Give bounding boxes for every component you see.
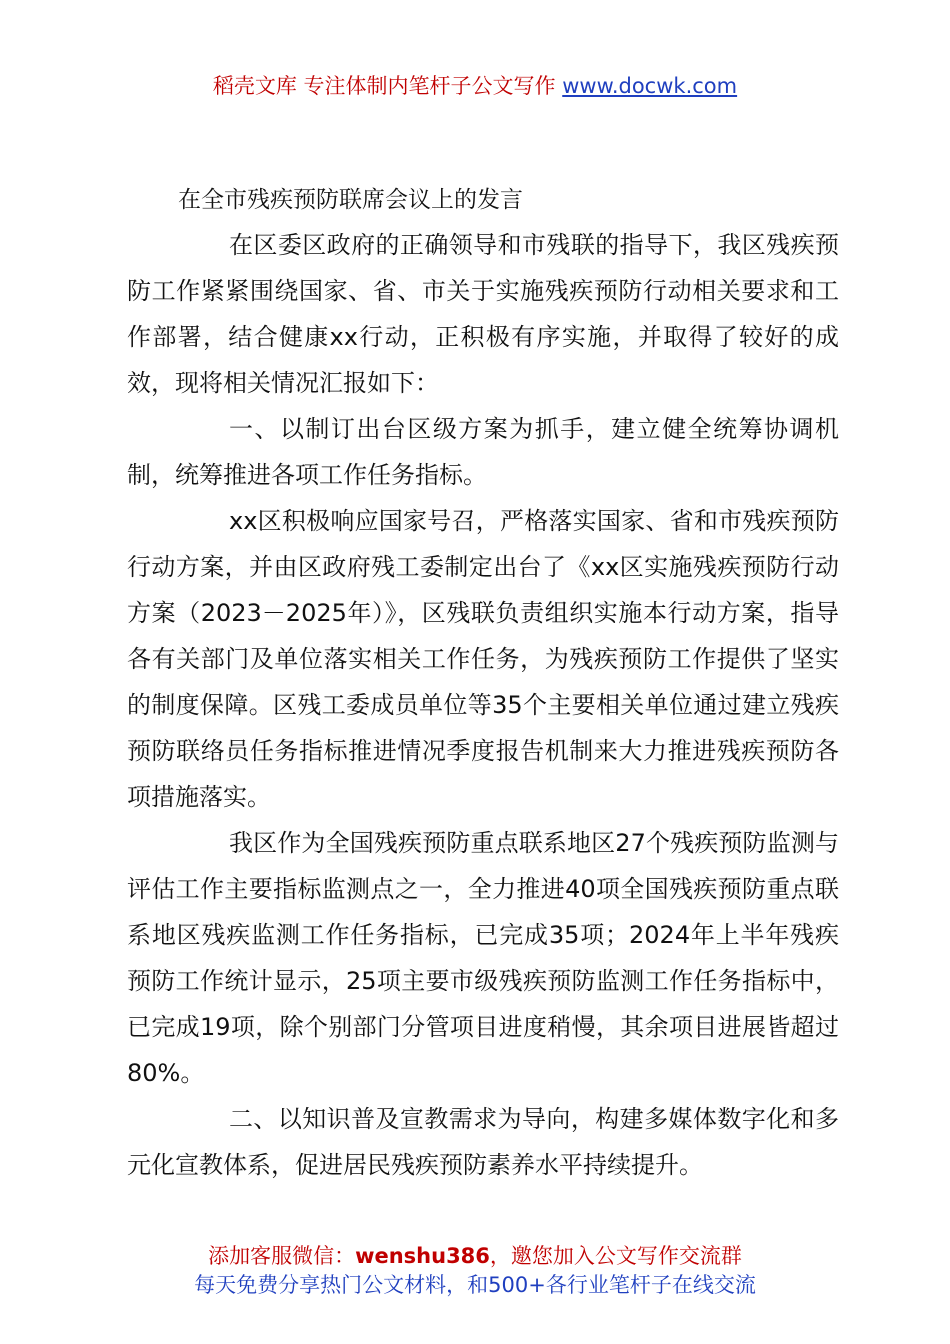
header-link[interactable]: www.docwk.com <box>562 74 738 98</box>
document-title: 在全市残疾预防联席会议上的发言 <box>178 187 523 213</box>
footer-banner <box>0 1242 950 1300</box>
paragraph-plan: xx区积极响应国家号召，严格落实国家、省和市残疾预防行动方案，并由区政府残工委制定出台了《xx区实施残疾预防行动方案（2023－2025年）》，区残联负责组织实施本行动方案，指导各有关部门及单位落实相关工作任务，为残疾预防工作提供了坚实的制度保障。区残工委成员单位等35个主要相关单位通过建立残疾预防联络员任务指标推进情况季度报告机制来大力推进残疾预防各项措施落实。 <box>127 507 839 811</box>
paragraph-heading-1: 一、以制订出台区级方案为抓手，建立健全统筹协调机制，统筹推进各项工作任务指标。 <box>127 415 839 489</box>
header-text: 稻壳文库 专注体制内笔杆子公文写作 <box>212 74 563 98</box>
header-banner <box>0 70 950 100</box>
footer-line-wechat <box>0 1242 950 1271</box>
footer-wechat-suffix: ，邀您加入公文写作交流群 <box>489 1244 742 1268</box>
paragraph-monitoring: 我区作为全国残疾预防重点联系地区27个残疾预防监测与评估工作主要指标监测点之一，全力推进40项全国残疾预防重点联系地区残疾监测工作任务指标，已完成35项；2024年上半年残疾预防工作统计显示，25项主要市级残疾预防监测工作任务指标中，已完成19项，除个别部门分管项目进度稍慢，其余项目进展皆超过80%。 <box>127 829 839 1087</box>
footer-line-share: 每天免费分享热门公文材料，和500+各行业笔杆子在线交流 <box>194 1273 756 1297</box>
paragraph-heading-2: 二、以知识普及宣教需求为导向，构建多媒体数字化和多元化宣教体系，促进居民残疾预防素养水平持续提升。 <box>127 1105 839 1179</box>
footer-wechat-id: wenshu386 <box>355 1244 490 1268</box>
paragraph-intro: 在区委区政府的正确领导和市残联的指导下，我区残疾预防工作紧紧围绕国家、省、市关于实施残疾预防行动相关要求和工作部署，结合健康xx行动，正积极有序实施，并取得了较好的成效，现将相关情况汇报如下： <box>127 231 839 397</box>
document-body <box>127 222 839 1188</box>
footer-wechat-prefix: 添加客服微信： <box>208 1244 356 1268</box>
